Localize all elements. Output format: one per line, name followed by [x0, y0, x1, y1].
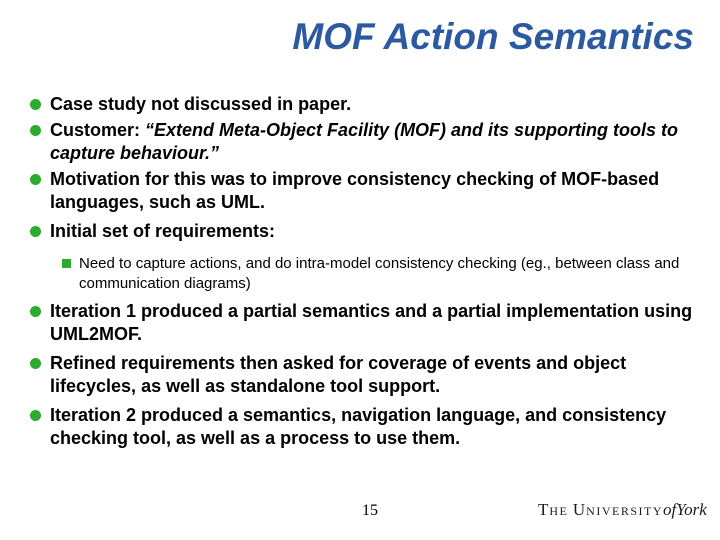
bullet-item: [50, 300, 700, 346]
logo-the-rest: HE: [549, 504, 573, 518]
logo-of: of: [663, 500, 677, 519]
bullet-dot-icon: [30, 174, 41, 185]
logo-york: York: [676, 500, 707, 519]
logo-university-rest: NIVERSITY: [586, 504, 663, 518]
bullet-text: Customer:: [50, 120, 146, 140]
bullet-dot-icon: [30, 226, 41, 237]
bullet-item: [50, 93, 700, 116]
sub-bullet-text: Need to capture actions, and do intra-model consistency checking (eg., between class and communication diagrams): [79, 255, 680, 292]
logo-university-initial: U: [572, 500, 587, 519]
bullet-text: Initial set of requirements:: [50, 221, 276, 241]
logo-the-initial: T: [538, 500, 550, 519]
bullet-item: [50, 119, 700, 165]
page-number: 15: [362, 502, 378, 519]
university-logo: [538, 500, 707, 520]
bullet-item: [50, 168, 700, 214]
sub-bullet-square-icon: [62, 259, 71, 268]
sub-bullet-item: [79, 254, 699, 294]
bullet-dot-icon: [30, 306, 41, 317]
bullet-dot-icon: [30, 410, 41, 421]
bullet-dot-icon: [30, 358, 41, 369]
bullet-dot-icon: [30, 99, 41, 110]
bullet-text: Iteration 1 produced a partial semantics and a partial implementation using UML2MOF.: [50, 301, 693, 344]
bullet-text: Case study not discussed in paper.: [50, 94, 352, 114]
bullet-dot-icon: [30, 125, 41, 136]
slide-title: MOF Action Semantics: [292, 16, 694, 57]
bullet-item: [50, 352, 700, 398]
bullet-quote: “Extend Meta-Object Facility (MOF) and its supporting tools to capture behaviour.”: [50, 120, 679, 163]
bullet-text: Iteration 2 produced a semantics, navigation language, and consistency checking tool, as well as a process to use them.: [50, 405, 667, 448]
bullet-text: Motivation for this was to improve consistency checking of MOF-based languages, such as UML.: [50, 169, 660, 212]
bullet-item: [50, 404, 700, 450]
bullet-text: Refined requirements then asked for coverage of events and object lifecycles, as well as standalone tool support.: [50, 353, 627, 396]
bullet-item: [50, 220, 700, 243]
